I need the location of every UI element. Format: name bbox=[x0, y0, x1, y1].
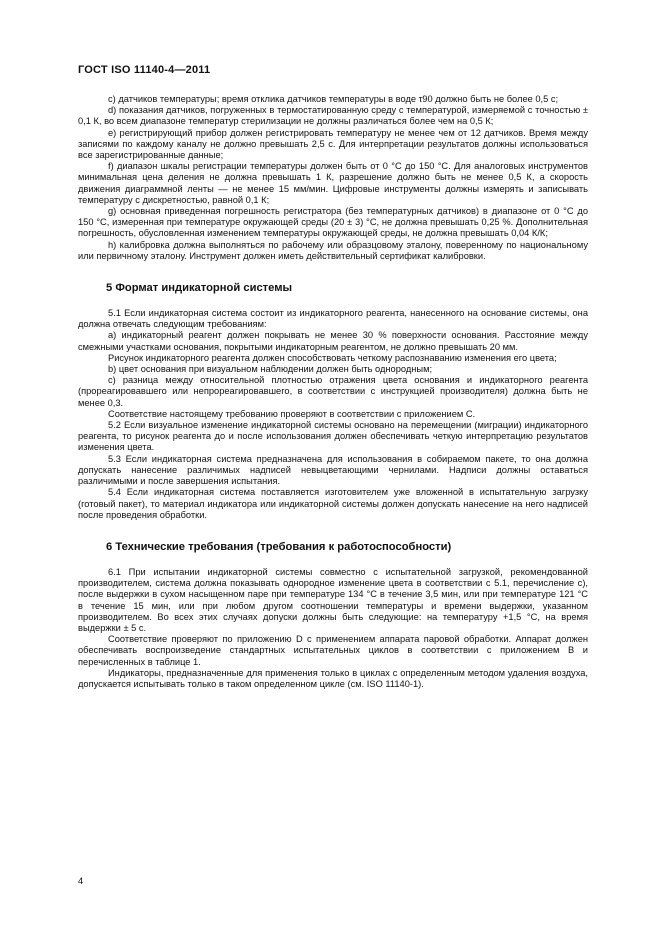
list-item: f) диапазон шкалы регистрации температуры должен быть от 0 °С до 150 °С. Для аналоговых инструментов минимальная цена деления не должна превышать 1 К, разрешение должно быть не менее 0,5 К, а скорость движения диаграммной ленты — не менее 15 мм/мин. Цифровые инструменты должны измерять и записывать температуру с дискретностью, равной 0,1 К; bbox=[78, 161, 588, 205]
paragraph: 5.2 Если визуальное изменение индикаторной системы основано на перемещении (миграции) индикаторного реагента, то рисунок реагента до и после использования должен обеспечивать четкую интерпретацию результатов изменения цвета. bbox=[78, 420, 588, 453]
list-item: g) основная приведенная погрешность регистратора (без температурных датчиков) в диапазоне от 0 °С до 150 °С, измеренная при температуре окружающей среды (20 ± 3) °С, не должна превышать 0,25 %. Дополнительная погрешность, обусловленная изменением температуры окружающей среды, не должна превышать 0,04 К/К; bbox=[78, 206, 588, 239]
paragraph: 5.3 Если индикаторная система предназначена для использования в собираемом пакете, то она должна допускать нанесение различимых надписей невыцветающими чернилами. Надписи должны оставаться различимыми и после завершения испытания. bbox=[78, 453, 588, 487]
section-6-title: 6 Технические требования (требования к работоспособности) bbox=[106, 540, 452, 553]
list-item: c) датчиков температуры; время отклика датчиков температуры в воде τ90 должно быть не более 0,5 с; bbox=[108, 94, 559, 104]
section-5-title: 5 Формат индикаторной системы bbox=[106, 282, 293, 295]
paragraph: a) индикаторный реагент должен покрывать не менее 30 % поверхности основания. Расстояние между смежными участками основания, покрытыми индикаторным реагентом, не должно превышать 20 мм. bbox=[78, 330, 588, 352]
section-5-body bbox=[78, 308, 588, 521]
list-item: e) регистрирующий прибор должен регистрировать температуру не менее чем от 12 датчиков. Время между записями по каждому каналу не должно превышать 2,5 с. Для интерпретации результатов должны использоваться все зарегистрированные данные; bbox=[78, 127, 588, 161]
list-item: d) показания датчиков, погруженных в термостатированную среду с температурой, измеряемой с точностью ± 0,1 К, во всем диапазоне температур стерилизации не должны различаться более чем на 0,5 К; bbox=[78, 105, 588, 127]
paragraph: Рисунок индикаторного реагента должен способствовать четкому распознаванию изменения его цвета; bbox=[108, 352, 557, 363]
paragraph: Соответствие проверяют по приложению D с применением аппарата паровой обработки. Аппарат должен обеспечивать воспроизведение стандартных испытательных циклов в соответствии с приложением В и перечисленных в таблице 1. bbox=[78, 634, 588, 667]
paragraph: Индикаторы, предназначенные для применения только в циклах с определенным методом удаления воздуха, допускается испытывать только в таком определенном цикле (см. ISO 11140-1). bbox=[78, 667, 588, 689]
document-page bbox=[78, 64, 588, 690]
paragraph: c) разница между относительной плотностью отражения цвета основания и индикаторного реагента (прореагировавшего или непрореагировавшего, в соответствии с инструкцией производителя) должна быть не менее 0,3. bbox=[78, 375, 588, 408]
list-item: h) калибровка должна выполняться по рабочему или образцовому эталону, поверенному по национальному или первичному эталону. Инструмент должен иметь действительный сертификат калибровки. bbox=[78, 239, 588, 261]
page-number: 4 bbox=[78, 876, 84, 886]
paragraph: b) цвет основания при визуальном наблюдении должен быть однородным; bbox=[108, 364, 433, 375]
section-6-body bbox=[78, 567, 588, 690]
paragraph: 5.4 Если индикаторная система поставляется изготовителем уже вложенной в испытательную загрузку (готовый пакет), то материал индикатора или индикаторной системы должен допускать нанесение на него надписей после проведения обработки. bbox=[78, 487, 588, 520]
document-header: ГОСТ ISO 11140-4—2011 bbox=[78, 64, 211, 76]
paragraph: 6.1 При испытании индикаторной системы совместно с испытательной загрузкой, рекомендованной производителем, система должна показывать однородное изменение цвета в соответствии с 5.1, перечисление с), после выдержки в сухом насыщенном паре при температуре 134 °С в течение 3,5 мин, или при температуре 121 °С в течение 15 мин, или при любом другом соотношении температуры и времени выдержки, указанном производителем. Во всех этих случаях допуски должны быть следующие: на температуру +1,5 °С, на время выдержки ± 5 с. bbox=[78, 566, 588, 633]
paragraph: 5.1 Если индикаторная система состоит из индикаторного реагента, нанесенного на основание системы, она должна отвечать следующим требованиям: bbox=[78, 308, 588, 330]
requirements-list-continued bbox=[78, 94, 588, 262]
paragraph: Соответствие настоящему требованию проверяют в соответствии с приложением С. bbox=[108, 408, 476, 419]
